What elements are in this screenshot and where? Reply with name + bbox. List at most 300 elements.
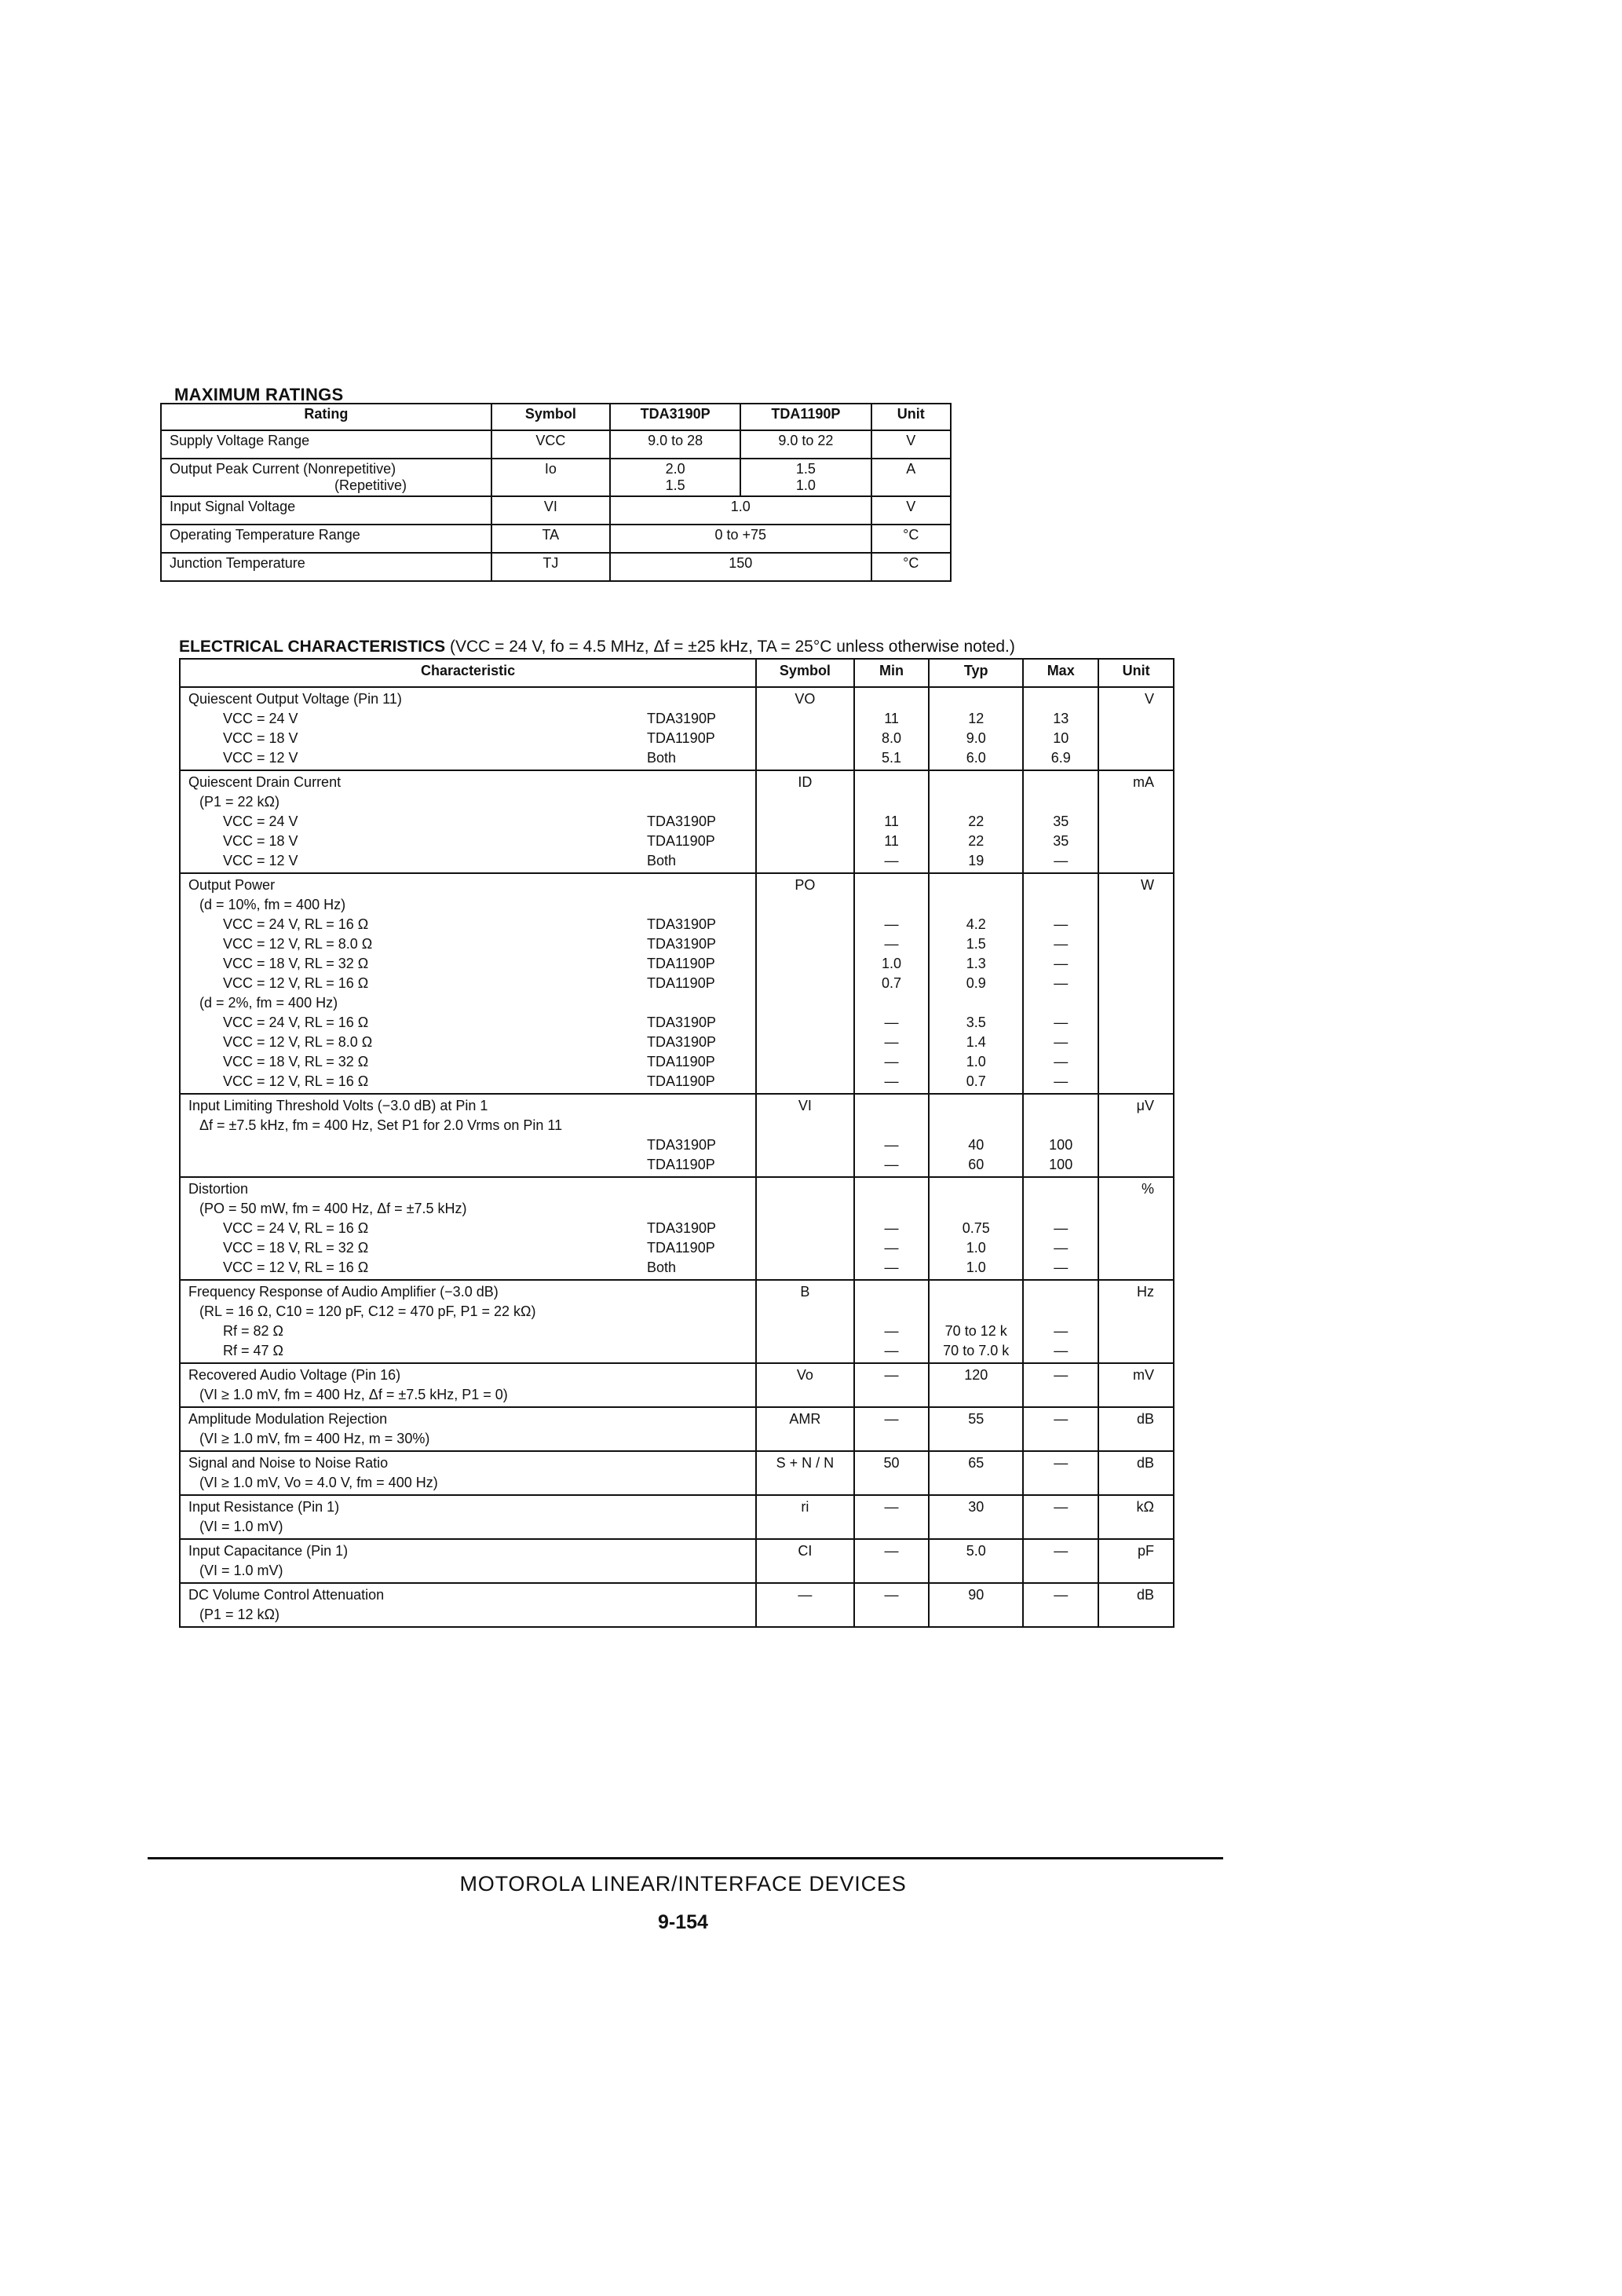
min-value: — (884, 1260, 899, 1275)
spacer-line (1032, 993, 1090, 1013)
characteristic-line (188, 748, 747, 768)
characteristic-line (188, 812, 747, 832)
spacer-line (1032, 876, 1090, 895)
max-value: — (1054, 1323, 1069, 1339)
condition-text: VCC = 24 V, RL = 16 Ω (223, 1015, 369, 1030)
condition-text: VCC = 18 V, RL = 32 Ω (223, 1240, 369, 1256)
characteristic-line (188, 1155, 747, 1175)
min-value: — (884, 1034, 899, 1050)
min-value: — (884, 1157, 899, 1172)
min-value: — (884, 1323, 899, 1339)
unit-cell: A (871, 459, 951, 496)
max-value: 10 (1053, 730, 1069, 746)
condition-text (188, 1135, 647, 1155)
unit-cell: V (871, 430, 951, 459)
min-cell (854, 687, 930, 770)
symbol-cell: VI (491, 496, 610, 525)
electrical-table (179, 658, 1174, 1628)
characteristic-subtitle: (PO = 50 mW, fm = 400 Hz, Δf = ±7.5 kHz) (199, 1201, 467, 1216)
table-row (161, 525, 951, 553)
header-symbol: Symbol (491, 404, 610, 430)
table-row (180, 1495, 1174, 1539)
typ-value: 1.5 (966, 936, 986, 952)
characteristic-line (188, 974, 747, 993)
min-cell: — (854, 1583, 930, 1627)
max-value: — (1054, 1073, 1069, 1089)
symbol-cell: ID (756, 770, 854, 873)
table-row (180, 1280, 1174, 1363)
table-row (180, 1177, 1174, 1280)
electrical-body (180, 687, 1174, 1627)
typ-value: 1.0 (966, 1260, 986, 1275)
spacer-line (863, 895, 921, 915)
device-text: TDA1190P (647, 833, 715, 849)
symbol-cell: VO (756, 687, 854, 770)
min-cell: — (854, 1495, 930, 1539)
min-value: 0.7 (882, 975, 902, 991)
characteristic-line (188, 851, 747, 871)
max-cell (1023, 1094, 1098, 1177)
spacer-line (937, 895, 1014, 915)
max-cell: — (1023, 1363, 1098, 1407)
spacer-line (863, 1179, 921, 1199)
max-value: — (1054, 1240, 1069, 1256)
table-header-row (180, 659, 1174, 687)
max-cell: — (1023, 1495, 1098, 1539)
unit-cell: kΩ (1098, 1495, 1174, 1539)
page-number: 9-154 (658, 1911, 708, 1933)
typ-cell: 65 (929, 1451, 1023, 1495)
table-row (161, 459, 951, 496)
spacer-line (1032, 792, 1090, 812)
device-text: TDA3190P (647, 1137, 717, 1153)
condition-text: VCC = 12 V, RL = 16 Ω (223, 1260, 369, 1275)
condition-text: VCC = 18 V (223, 833, 298, 849)
max-value: — (1054, 1034, 1069, 1050)
condition-text: Rf = 47 Ω (223, 1343, 283, 1358)
device-text: TDA1190P (647, 730, 715, 746)
symbol-cell: TJ (491, 553, 610, 581)
symbol-cell: VCC (491, 430, 610, 459)
max-value: — (1054, 853, 1069, 868)
typ-value: 60 (968, 1157, 985, 1172)
max-value: 35 (1053, 833, 1069, 849)
max-value: — (1054, 1343, 1069, 1358)
device-text: TDA3190P (647, 813, 717, 829)
condition-text: VCC = 12 V (223, 750, 298, 766)
min-value: — (884, 1137, 899, 1153)
typ-cell (929, 1280, 1023, 1363)
value-cell (740, 459, 871, 496)
symbol-cell: Vo (756, 1363, 854, 1407)
header-typ: Typ (929, 659, 1023, 687)
characteristic-cell (180, 1451, 756, 1495)
spacer-line (937, 1096, 1014, 1116)
symbol-cell (756, 1177, 854, 1280)
characteristic-subtitle: (d = 10%, fm = 400 Hz) (199, 897, 346, 912)
characteristic-cell (180, 1094, 756, 1177)
min-value: 1.0 (882, 956, 902, 971)
min-cell: — (854, 1363, 930, 1407)
typ-value: 22 (968, 833, 985, 849)
symbol-cell: PO (756, 873, 854, 1094)
value-cell: 1.0 (610, 496, 871, 525)
value-cell: 150 (610, 553, 871, 581)
rating-line: (Repetitive) (334, 477, 407, 493)
spacer-line (863, 1302, 921, 1322)
table-row (161, 553, 951, 581)
rating-cell: Operating Temperature Range (161, 525, 491, 553)
condition-text: Rf = 82 Ω (223, 1323, 283, 1339)
device-text: TDA1190P (647, 1073, 715, 1089)
characteristic-subtitle: (RL = 16 Ω, C10 = 120 pF, C12 = 470 pF, P1 = 22 kΩ) (199, 1303, 536, 1319)
min-cell (854, 1177, 930, 1280)
condition-text: VCC = 18 V, RL = 32 Ω (223, 1054, 369, 1069)
characteristic-cell (180, 873, 756, 1094)
max-cell (1023, 873, 1098, 1094)
typ-value: 0.7 (966, 1073, 986, 1089)
min-cell (854, 770, 930, 873)
table-row (180, 1539, 1174, 1583)
characteristic-line (188, 934, 747, 954)
characteristic-line (188, 1238, 747, 1258)
unit-cell: °C (871, 553, 951, 581)
header-min: Min (854, 659, 930, 687)
header-unit: Unit (1098, 659, 1174, 687)
typ-value: 1.4 (966, 1034, 986, 1050)
characteristic-subtitle: (VI ≥ 1.0 mV, Vo = 4.0 V, fm = 400 Hz) (199, 1475, 438, 1490)
device-text: TDA3190P (647, 711, 717, 726)
table-row (180, 873, 1174, 1094)
characteristic-title: DC Volume Control Attenuation (188, 1587, 385, 1603)
unit-cell: mV (1098, 1363, 1174, 1407)
spacer-line (937, 993, 1014, 1013)
spacer-line (863, 792, 921, 812)
header-tda1190p: TDA1190P (740, 404, 871, 430)
condition-text: VCC = 12 V, RL = 16 Ω (223, 1073, 369, 1089)
spacer-line (863, 689, 921, 709)
characteristic-cell (180, 687, 756, 770)
rating-cell: Supply Voltage Range (161, 430, 491, 459)
rating-cell: Input Signal Voltage (161, 496, 491, 525)
characteristic-cell (180, 1280, 756, 1363)
table-row (180, 1451, 1174, 1495)
characteristic-subtitle: Δf = ±7.5 kHz, fm = 400 Hz, Set P1 for 2.0 Vrms on Pin 11 (199, 1117, 563, 1133)
device-text: TDA3190P (647, 1034, 717, 1050)
header-rating: Rating (161, 404, 491, 430)
symbol-cell: CI (756, 1539, 854, 1583)
rating-cell: Junction Temperature (161, 553, 491, 581)
device-text: Both (647, 853, 677, 868)
typ-value: 1.0 (966, 1054, 986, 1069)
spacer-line (863, 773, 921, 792)
unit-cell: V (1098, 687, 1174, 770)
value-line: 1.0 (795, 477, 816, 493)
spacer-line (937, 773, 1014, 792)
symbol-cell: ri (756, 1495, 854, 1539)
characteristic-subtitle: (VI ≥ 1.0 mV, fm = 400 Hz, m = 30%) (199, 1431, 430, 1446)
rating-cell (161, 459, 491, 496)
header-max: Max (1023, 659, 1098, 687)
footer-rule (148, 1857, 1223, 1859)
max-cell: — (1023, 1539, 1098, 1583)
characteristic-line (188, 729, 747, 748)
characteristic-line (188, 1052, 747, 1072)
max-cell (1023, 687, 1098, 770)
condition-text: VCC = 12 V, RL = 8.0 Ω (223, 1034, 373, 1050)
max-value: 13 (1053, 711, 1069, 726)
characteristic-subtitle: (VI ≥ 1.0 mV, fm = 400 Hz, Δf = ±7.5 kHz, P1 = 0) (199, 1387, 508, 1402)
characteristic-subtitle: (P1 = 12 kΩ) (199, 1607, 279, 1622)
min-value: — (884, 1343, 899, 1358)
electrical-title (179, 638, 1015, 656)
spacer-line (937, 689, 1014, 709)
spacer-line (863, 1116, 921, 1135)
condition-text: VCC = 24 V, RL = 16 Ω (223, 1220, 369, 1236)
typ-value: 0.75 (962, 1220, 990, 1236)
max-value: — (1054, 916, 1069, 932)
min-value: 5.1 (882, 750, 902, 766)
min-value: 8.0 (882, 730, 902, 746)
spacer-line (937, 792, 1014, 812)
header-tda3190p: TDA3190P (610, 404, 740, 430)
min-value: — (884, 916, 899, 932)
device-text: TDA3190P (647, 1220, 717, 1236)
table-row (180, 770, 1174, 873)
min-value: — (884, 1015, 899, 1030)
characteristic-line (188, 709, 747, 729)
spacer-line (1032, 1116, 1090, 1135)
unit-cell: Hz (1098, 1280, 1174, 1363)
characteristic-line (188, 1219, 747, 1238)
spacer-line (863, 1282, 921, 1302)
condition-text (188, 1155, 647, 1175)
characteristic-title: Recovered Audio Voltage (Pin 16) (188, 1367, 401, 1383)
spacer-line (1032, 1199, 1090, 1219)
spacer-line (863, 993, 921, 1013)
typ-value: 4.2 (966, 916, 986, 932)
typ-value: 22 (968, 813, 985, 829)
characteristic-cell (180, 1407, 756, 1451)
table-row (180, 1363, 1174, 1407)
characteristic-line (188, 1322, 747, 1341)
symbol-cell: — (756, 1583, 854, 1627)
max-cell (1023, 1280, 1098, 1363)
condition-text: VCC = 18 V (223, 730, 298, 746)
characteristic-title: Input Capacitance (Pin 1) (188, 1543, 349, 1559)
characteristic-line (188, 1072, 747, 1091)
typ-value: 6.0 (966, 750, 986, 766)
device-text: TDA1190P (647, 1054, 715, 1069)
typ-cell (929, 873, 1023, 1094)
table-row (161, 496, 951, 525)
electrical-title-text: ELECTRICAL CHARACTERISTICS (179, 638, 446, 656)
device-text: TDA1190P (647, 956, 715, 971)
typ-cell: 5.0 (929, 1539, 1023, 1583)
min-value: — (884, 1073, 899, 1089)
typ-cell (929, 770, 1023, 873)
header-symbol: Symbol (756, 659, 854, 687)
typ-value: 1.3 (966, 956, 986, 971)
spacer-line (1032, 1179, 1090, 1199)
characteristic-line (188, 1135, 747, 1155)
condition-text: VCC = 24 V (223, 813, 298, 829)
value-cell: 0 to +75 (610, 525, 871, 553)
characteristic-cell (180, 1177, 756, 1280)
min-value: — (884, 1240, 899, 1256)
characteristic-line (188, 1033, 747, 1052)
max-value: — (1054, 1054, 1069, 1069)
symbol-cell: VI (756, 1094, 854, 1177)
typ-cell: 120 (929, 1363, 1023, 1407)
characteristic-subtitle: (P1 = 22 kΩ) (199, 794, 279, 810)
characteristic-title: Amplitude Modulation Rejection (188, 1411, 388, 1427)
min-value: 11 (884, 833, 899, 849)
spacer-line (1032, 1096, 1090, 1116)
typ-cell (929, 1177, 1023, 1280)
unit-cell: W (1098, 873, 1174, 1094)
max-cell: — (1023, 1583, 1098, 1627)
characteristic-line (188, 832, 747, 851)
condition-text: VCC = 24 V, RL = 16 Ω (223, 916, 369, 932)
table-row (180, 1407, 1174, 1451)
symbol-cell: S + N / N (756, 1451, 854, 1495)
value-line: 2.0 (665, 461, 685, 477)
condition-text: VCC = 12 V, RL = 16 Ω (223, 975, 369, 991)
typ-value: 1.0 (966, 1240, 986, 1256)
rating-line: Output Peak Current (Nonrepetitive) (170, 461, 396, 477)
max-cell (1023, 1177, 1098, 1280)
typ-cell: 90 (929, 1583, 1023, 1627)
min-value: — (884, 853, 899, 868)
characteristic-title: Distortion (188, 1181, 249, 1197)
characteristic-title: Input Limiting Threshold Volts (−3.0 dB) at Pin 1 (188, 1098, 488, 1113)
max-value: — (1054, 975, 1069, 991)
symbol-cell: AMR (756, 1407, 854, 1451)
characteristic-line (188, 954, 747, 974)
characteristic-cell (180, 1495, 756, 1539)
characteristic-title: Signal and Noise to Noise Ratio (188, 1455, 389, 1471)
electrical-conditions: (VCC = 24 V, fo = 4.5 MHz, Δf = ±25 kHz, TA = 25°C unless otherwise noted.) (449, 638, 1015, 656)
max-value: — (1054, 936, 1069, 952)
typ-value: 9.0 (966, 730, 986, 746)
table-row (180, 687, 1174, 770)
max-ratings-title: MAXIMUM RATINGS (174, 385, 344, 404)
spacer-line (937, 1179, 1014, 1199)
typ-value: 12 (968, 711, 985, 726)
spacer-line (937, 1199, 1014, 1219)
spacer-line (937, 876, 1014, 895)
condition-text: VCC = 12 V, RL = 8.0 Ω (223, 936, 373, 952)
typ-value: 19 (968, 853, 985, 868)
device-text: TDA3190P (647, 916, 717, 932)
footer-text: MOTOROLA LINEAR/INTERFACE DEVICES (459, 1872, 907, 1896)
min-value: — (884, 1220, 899, 1236)
min-cell (854, 1094, 930, 1177)
max-value: — (1054, 1260, 1069, 1275)
typ-cell: 30 (929, 1495, 1023, 1539)
spacer-line (1032, 895, 1090, 915)
characteristic-cell (180, 1363, 756, 1407)
device-text: TDA1190P (647, 975, 715, 991)
typ-value: 70 to 12 k (944, 1323, 1007, 1339)
typ-value: 40 (968, 1137, 985, 1153)
spacer-line (863, 876, 921, 895)
typ-cell: 55 (929, 1407, 1023, 1451)
max-cell: — (1023, 1451, 1098, 1495)
condition-text: VCC = 18 V, RL = 32 Ω (223, 956, 369, 971)
characteristic-line (188, 1013, 747, 1033)
max-value: 6.9 (1050, 750, 1071, 766)
condition-text: VCC = 24 V (223, 711, 298, 726)
device-text: Both (647, 750, 677, 766)
value-cell: 9.0 to 28 (610, 430, 740, 459)
spacer-line (863, 1096, 921, 1116)
header-unit: Unit (871, 404, 951, 430)
unit-cell: dB (1098, 1451, 1174, 1495)
value-cell (610, 459, 740, 496)
spacer-line (937, 1282, 1014, 1302)
max-cell (1023, 770, 1098, 873)
condition-text: VCC = 12 V (223, 853, 298, 868)
table-row (161, 430, 951, 459)
characteristic-line (188, 915, 747, 934)
characteristic-line (188, 1258, 747, 1278)
unit-cell: mA (1098, 770, 1174, 873)
min-cell: — (854, 1539, 930, 1583)
max-value: 100 (1049, 1137, 1073, 1153)
max-value: — (1054, 1220, 1069, 1236)
max-value: 35 (1053, 813, 1069, 829)
max-value: — (1054, 956, 1069, 971)
unit-cell: dB (1098, 1583, 1174, 1627)
characteristic-line (188, 1341, 747, 1361)
max-value: 100 (1049, 1157, 1073, 1172)
typ-cell (929, 687, 1023, 770)
table-row (180, 1583, 1174, 1627)
min-value: — (884, 1054, 899, 1069)
header-characteristic: Characteristic (180, 659, 756, 687)
spacer-line (863, 1199, 921, 1219)
max-value: — (1054, 1015, 1069, 1030)
device-text: TDA3190P (647, 936, 717, 952)
spacer-line (1032, 1302, 1090, 1322)
spacer-line (1032, 773, 1090, 792)
min-value: 11 (884, 711, 899, 726)
characteristic-title: Input Resistance (Pin 1) (188, 1499, 340, 1515)
symbol-cell: B (756, 1280, 854, 1363)
symbol-cell: Io (491, 459, 610, 496)
characteristic-title: Quiescent Output Voltage (Pin 11) (188, 691, 402, 707)
min-cell: — (854, 1407, 930, 1451)
value-line: 1.5 (665, 477, 685, 493)
min-value: — (884, 936, 899, 952)
device-text: Both (647, 1260, 677, 1275)
characteristic-subtitle: (d = 2%, fm = 400 Hz) (199, 995, 338, 1011)
spacer-line (1032, 1282, 1090, 1302)
typ-value: 0.9 (966, 975, 986, 991)
unit-cell: μV (1098, 1094, 1174, 1177)
spacer-line (937, 1116, 1014, 1135)
min-value: 11 (884, 813, 899, 829)
unit-cell: % (1098, 1177, 1174, 1280)
spacer-line (1032, 689, 1090, 709)
typ-value: 70 to 7.0 k (943, 1343, 1010, 1358)
device-text: TDA1190P (647, 1157, 715, 1172)
characteristic-subtitle: (VI = 1.0 mV) (199, 1519, 283, 1534)
min-cell: 50 (854, 1451, 930, 1495)
value-line: 1.5 (795, 461, 816, 477)
